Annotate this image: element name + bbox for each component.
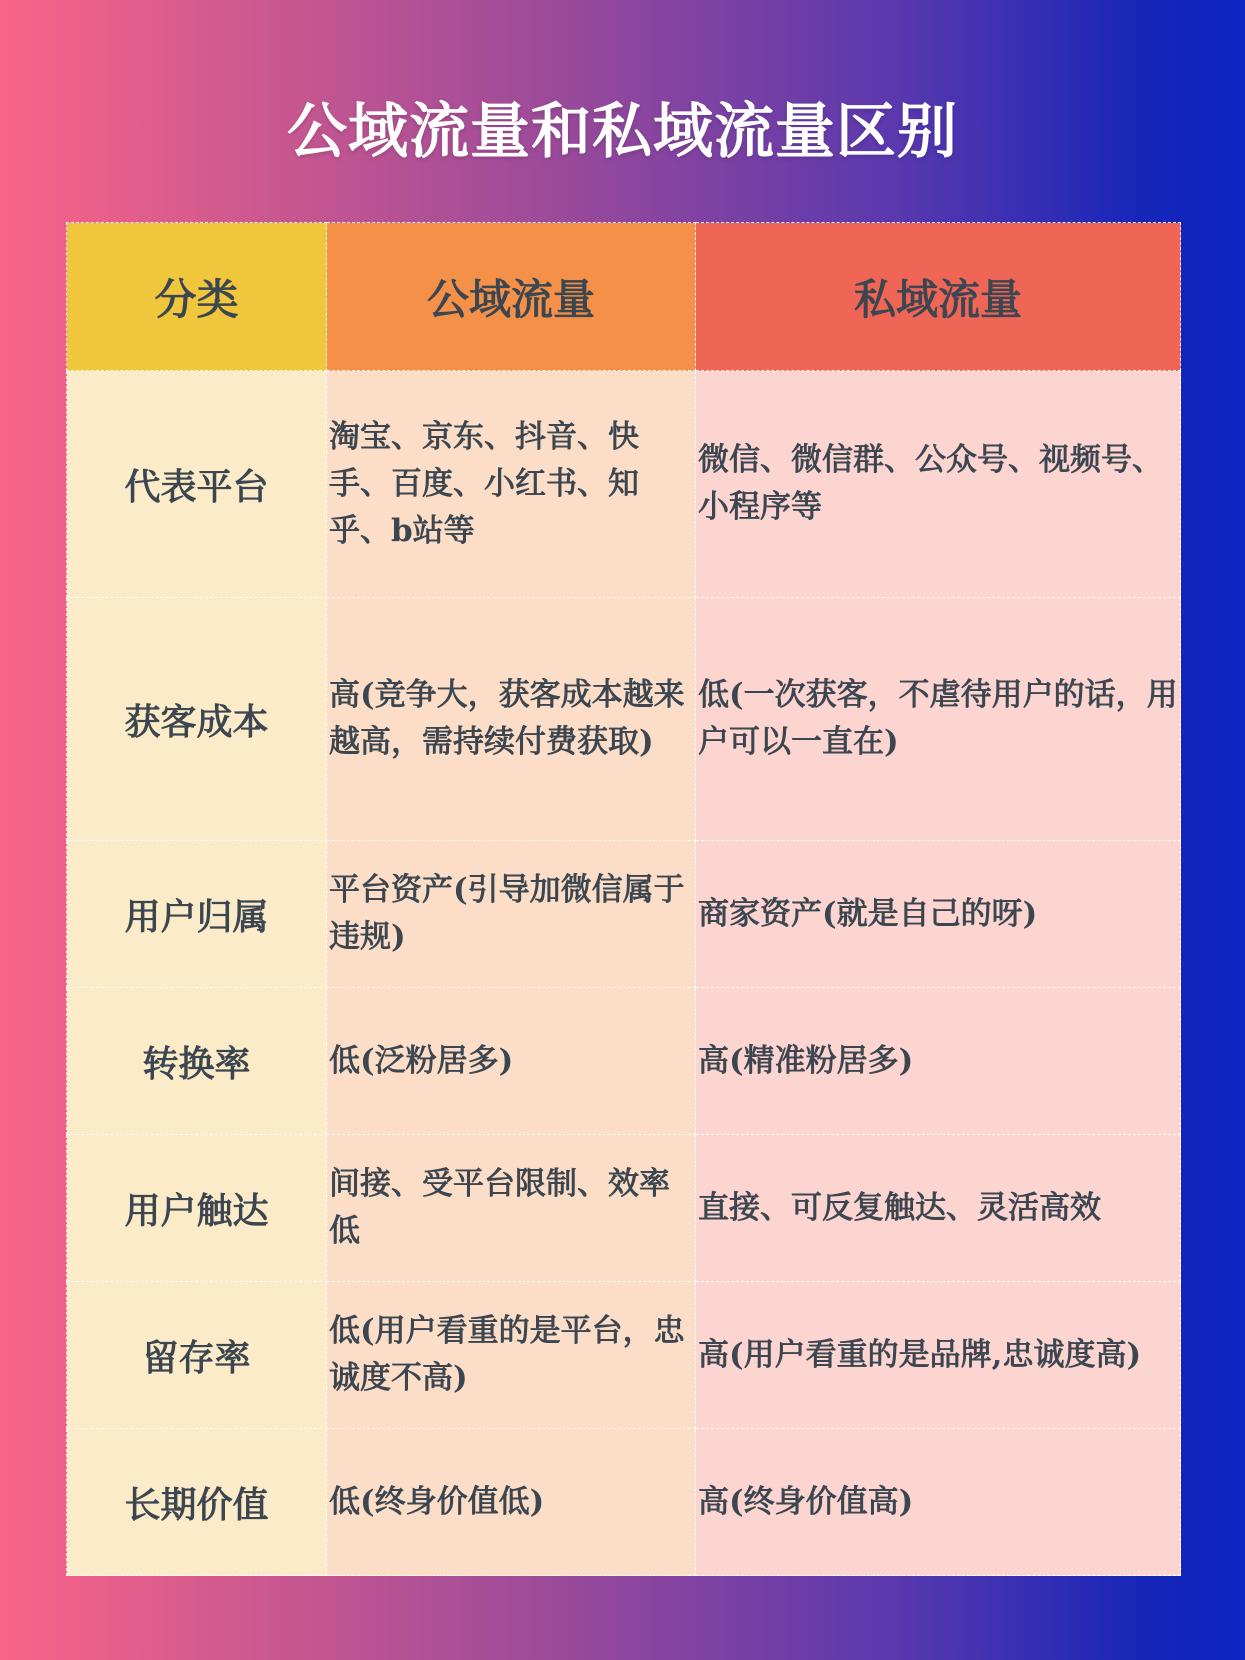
row-private-value [696,988,1181,1135]
row-public-value [327,1282,696,1429]
row-public-value [327,598,696,841]
cell-text: 平台资产(引导加微信属于违规) [329,872,685,955]
table-row [67,598,1181,841]
cell-text: 低(一次获客，不虐待用户的话，用户可以一直在) [698,677,1178,760]
row-category: 用户归属 [67,841,327,988]
row-public-value [327,1135,696,1282]
cell-text: 高(终身价值高) [698,1483,914,1520]
row-private-value [696,1135,1181,1282]
row-category: 留存率 [67,1282,327,1429]
cell-text: 微信、微信群、公众号、视频号、小程序等 [698,442,1163,525]
page-title: 公域流量和私域流量区别 [287,97,958,167]
table-row [67,1135,1181,1282]
row-private-value [696,1429,1181,1576]
header-category: 分类 [67,223,327,371]
cell-text: 商家资产(就是自己的呀) [698,895,1038,932]
cell-text: 低(泛粉居多) [329,1042,514,1079]
row-category: 转换率 [67,988,327,1135]
table-row [67,371,1181,598]
table-row [67,1282,1181,1429]
table-row [67,1429,1181,1576]
table-header-row [67,223,1181,371]
cell-text: 间接、受平台限制、效率低 [329,1166,670,1249]
header-private-traffic: 私域流量 [696,223,1181,371]
row-private-value [696,1282,1181,1429]
table-row [67,988,1181,1135]
row-public-value [327,1429,696,1576]
row-category: 获客成本 [67,598,327,841]
cell-text: 直接、可反复触达、灵活高效 [698,1189,1101,1226]
comparison-table [66,222,1181,1576]
cell-text: 高(竞争大，获客成本越来越高，需持续付费获取) [329,677,685,760]
row-public-value [327,841,696,988]
cell-text: 高(用户看重的是品牌,忠诚度高) [698,1336,1142,1373]
table-row [67,841,1181,988]
row-category: 用户触达 [67,1135,327,1282]
row-private-value [696,598,1181,841]
header-public-traffic: 公域流量 [327,223,696,371]
row-public-value [327,988,696,1135]
row-public-value [327,371,696,598]
cell-text: 高(精准粉居多) [698,1042,914,1079]
row-category: 代表平台 [67,371,327,598]
cell-text: 淘宝、京东、抖音、快手、百度、小红书、知乎、b站等 [329,418,639,549]
row-private-value [696,371,1181,598]
cell-text: 低(用户看重的是平台，忠诚度不高) [329,1313,685,1396]
row-private-value [696,841,1181,988]
cell-text: 低(终身价值低) [329,1483,545,1520]
row-category: 长期价值 [67,1429,327,1576]
